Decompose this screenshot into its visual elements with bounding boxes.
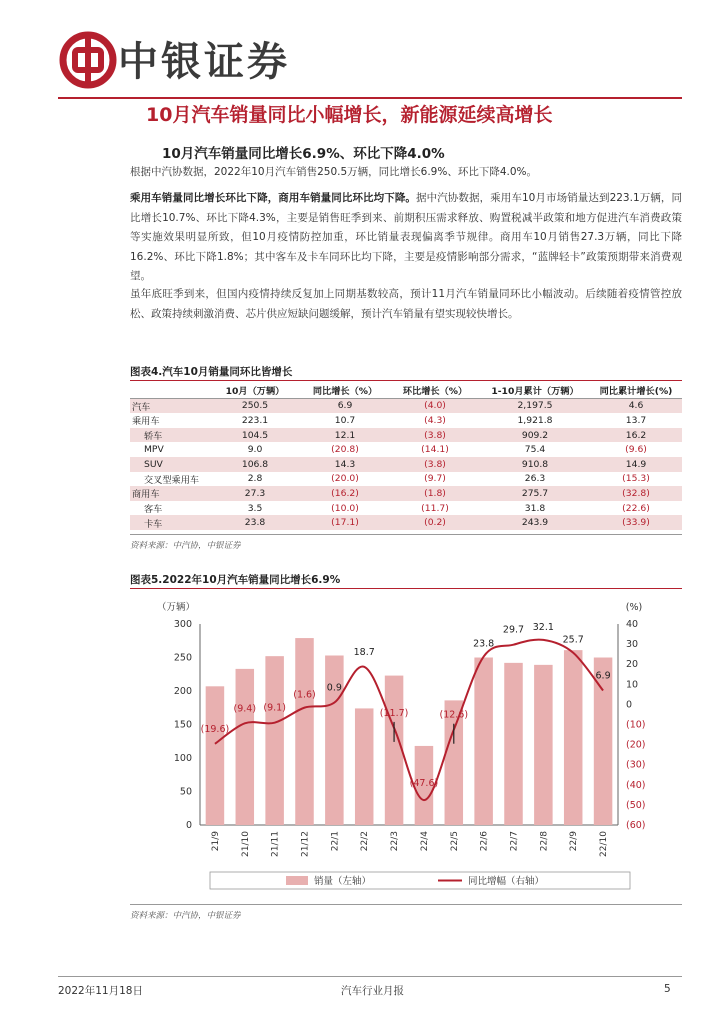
x-tick-label: 22/3 xyxy=(390,831,401,852)
bar xyxy=(385,676,404,825)
table-row xyxy=(130,457,682,472)
yoy-data-label: (11.7) xyxy=(379,707,409,719)
table-cell: 23.8 xyxy=(210,515,300,530)
sales-chart xyxy=(130,592,682,892)
table-cell: 104.5 xyxy=(210,428,300,443)
yoy-data-label: (12.6) xyxy=(439,709,469,721)
table-row xyxy=(130,398,682,413)
right-tick-label: 20 xyxy=(626,659,639,671)
left-tick-label: 0 xyxy=(185,820,192,831)
table-cell: (33.9) xyxy=(590,515,682,530)
x-tick-label: 22/2 xyxy=(360,831,371,852)
table-row-label: 轿车 xyxy=(130,428,210,443)
table-cell: 27.3 xyxy=(210,486,300,501)
table-cell: (1.8) xyxy=(390,486,480,501)
table-cell: (32.8) xyxy=(590,486,682,501)
table-bottom-rule xyxy=(130,534,682,535)
right-tick-label: 10 xyxy=(626,679,639,691)
table-cell: (10.0) xyxy=(331,502,359,514)
table-cell: 75.4 xyxy=(524,444,546,456)
left-tick-label: 200 xyxy=(173,686,192,697)
x-tick-label: 22/4 xyxy=(419,831,430,852)
table-row-label: MPV xyxy=(144,444,164,456)
table-row xyxy=(130,501,682,516)
table-header-2: 同比增长（%） xyxy=(300,383,390,398)
chart-bottom-rule xyxy=(130,904,682,905)
table-title-rule xyxy=(130,380,682,381)
paragraph-3: 虽年底旺季到来，但国内疫情持续反复加上同期基数较高，预计11月汽车销量同环比小幅波动。后续随着疫情管控放松、政策持续刺激消费、芯片供应短缺问题缓解，预计汽车销量有望实现较快增长。 xyxy=(130,288,682,320)
table-cell: 14.9 xyxy=(590,457,682,472)
yoy-data-label: 25.7 xyxy=(562,634,584,646)
x-tick-label: 22/5 xyxy=(449,831,460,852)
table-cell: 16.2 xyxy=(590,428,682,443)
table-cell: (11.7) xyxy=(421,502,449,514)
table-cell: (20.8) xyxy=(331,444,359,456)
right-tick-label: (30) xyxy=(626,759,646,771)
table-cell: 2,197.5 xyxy=(480,398,590,413)
legend-line-label: 同比增幅（右轴） xyxy=(468,876,545,887)
table-cell: (16.2) xyxy=(300,486,390,501)
paragraph-2 xyxy=(130,189,682,287)
table-cell: 250.5 xyxy=(210,398,300,413)
table-title: 图表4.汽车10月销量同环比皆增长 xyxy=(130,366,293,378)
table-cell: (9.7) xyxy=(424,473,446,485)
table-row-label: 交叉型乘用车 xyxy=(144,474,200,486)
table-header-4: 1-10月累计（万辆） xyxy=(480,383,590,398)
bar xyxy=(474,658,493,826)
table-cell: 26.3 xyxy=(524,473,546,485)
table-cell: (22.6) xyxy=(622,502,650,514)
x-tick-label: 21/12 xyxy=(300,831,311,857)
header-divider xyxy=(58,97,682,99)
table-row-label: 商用车 xyxy=(130,486,210,501)
left-tick-label: 100 xyxy=(173,753,192,764)
table-cell: 106.8 xyxy=(210,457,300,472)
right-tick-label: (20) xyxy=(626,739,646,751)
yoy-data-label: 32.1 xyxy=(532,621,554,633)
sales-table xyxy=(130,383,682,530)
table-cell: 275.7 xyxy=(480,486,590,501)
yoy-data-label: (47.6) xyxy=(409,778,439,790)
table-header-5: 同比累计增长(%) xyxy=(590,383,682,398)
legend-box xyxy=(210,872,630,889)
right-tick-label: (40) xyxy=(626,779,646,791)
right-axis-unit: (%) xyxy=(625,602,643,613)
x-tick-label: 22/7 xyxy=(509,831,520,852)
table-cell: 4.6 xyxy=(590,398,682,413)
legend-bar-swatch xyxy=(286,876,308,885)
table-row-label: 卡车 xyxy=(130,515,210,530)
right-tick-label: 30 xyxy=(626,639,639,651)
right-tick-label: 0 xyxy=(626,699,633,711)
page-title: 10月汽车销量同比小幅增长，新能源延续高增长 xyxy=(146,104,553,126)
footer-doc-name: 汽车行业月报 xyxy=(341,985,404,997)
chart-title-rule xyxy=(130,588,682,589)
table-row xyxy=(130,428,682,443)
table-row-label: 乘用车 xyxy=(132,416,160,428)
boc-logo xyxy=(58,30,118,90)
table-header-3: 环比增长（%） xyxy=(390,383,480,398)
yoy-data-label: 6.9 xyxy=(595,670,611,682)
x-tick-label: 21/11 xyxy=(270,831,281,857)
table-row xyxy=(130,486,682,501)
brand-name: 中银证券 xyxy=(118,38,290,85)
yoy-data-label: (19.6) xyxy=(200,723,230,735)
paragraph-2-body: 据中汽协数据，乘用车10月市场销量达到223.1万辆，同比增长10.7%、环比下降4.3%，主要是销售旺季到来、前期积压需求释放、购置税减半政策和地方促进汽车消费政策等实施效果明显所致，但10月疫情防控加重，环比销量表现偏离季节规律。商用车10月销售27.3万辆，同比下降16.2%、环比下降1.8%；其中客车及卡车同环比均下降，主要是疫情影响部分需求，“蓝牌轻卡”政策预期带来消费观望。 xyxy=(130,192,683,282)
yoy-data-label: (9.1) xyxy=(263,702,286,714)
left-tick-label: 250 xyxy=(173,652,192,664)
bar xyxy=(325,655,344,825)
chart-title: 图表5.2022年10月汽车销量同比增长6.9% xyxy=(130,574,341,586)
table-cell: (3.8) xyxy=(390,457,480,472)
table-cell: 31.8 xyxy=(524,502,546,514)
footer-date: 2022年11月18日 xyxy=(58,985,143,997)
yoy-data-label: 23.8 xyxy=(473,638,495,650)
paragraph-1: 根据中汽协数据，2022年10月汽车销售250.5万辆，同比增长6.9%、环比下降4.0%。 xyxy=(130,166,537,178)
bar xyxy=(504,663,523,825)
table-cell: 243.9 xyxy=(480,515,590,530)
x-tick-label: 22/9 xyxy=(569,831,580,852)
yoy-data-label: (1.6) xyxy=(293,689,316,701)
bar xyxy=(295,638,314,825)
x-tick-label: 22/6 xyxy=(479,831,490,852)
table-header-0 xyxy=(130,383,210,398)
right-tick-label: 40 xyxy=(626,619,639,630)
table-row-label: 汽车 xyxy=(130,398,210,413)
table-cell: 14.3 xyxy=(300,457,390,472)
bar xyxy=(206,686,225,825)
table-cell: (20.0) xyxy=(331,473,359,485)
left-tick-label: 50 xyxy=(179,786,192,798)
table-cell: 12.1 xyxy=(300,428,390,443)
table-cell: 910.8 xyxy=(480,457,590,472)
yoy-data-label: 18.7 xyxy=(353,646,375,658)
table-row xyxy=(130,472,682,487)
table-cell: (9.6) xyxy=(625,444,647,456)
table-cell: 13.7 xyxy=(625,414,647,426)
table-cell: 9.0 xyxy=(247,444,263,456)
table-cell: (3.8) xyxy=(390,428,480,443)
table-row xyxy=(130,515,682,530)
table-row-label: 客车 xyxy=(144,504,163,516)
table-cell: 10.7 xyxy=(334,414,356,426)
table-cell: 3.5 xyxy=(247,502,263,514)
table-row xyxy=(130,413,682,428)
left-tick-label: 300 xyxy=(173,619,192,630)
table-header-1: 10月（万辆） xyxy=(210,383,300,398)
chart-source: 资料来源：中汽协，中银证券 xyxy=(130,911,241,921)
table-cell: 1,921.8 xyxy=(517,414,553,426)
table-row xyxy=(130,442,682,457)
footer-page-number: 5 xyxy=(664,983,671,995)
table-cell: (17.1) xyxy=(300,515,390,530)
table-cell: (0.2) xyxy=(390,515,480,530)
right-tick-label: (60) xyxy=(626,820,646,831)
table-cell: 909.2 xyxy=(480,428,590,443)
table-cell: (4.3) xyxy=(424,414,446,426)
x-tick-label: 22/8 xyxy=(539,831,550,852)
bar xyxy=(233,669,257,825)
yoy-data-label: 29.7 xyxy=(502,624,525,636)
footer-divider xyxy=(58,976,682,977)
x-tick-label: 22/1 xyxy=(330,831,341,852)
bar xyxy=(534,665,553,825)
table-cell: (15.3) xyxy=(622,473,650,485)
table-cell: (14.1) xyxy=(421,444,449,456)
table-cell: 223.1 xyxy=(241,414,269,426)
table-row-label: SUV xyxy=(130,457,210,472)
x-tick-label: 21/10 xyxy=(240,831,251,857)
legend-bar-label: 销量（左轴） xyxy=(314,876,372,887)
x-tick-label: 21/9 xyxy=(210,831,221,852)
yoy-data-label: (9.4) xyxy=(233,703,257,715)
right-tick-label: (50) xyxy=(626,799,646,811)
right-tick-label: (10) xyxy=(626,719,646,731)
table-cell: (4.0) xyxy=(390,398,480,413)
section-subtitle: 10月汽车销量同比增长6.9%、环比下降4.0% xyxy=(162,146,445,162)
yoy-data-label: 0.9 xyxy=(326,682,342,694)
left-tick-label: 150 xyxy=(173,719,192,731)
bar xyxy=(355,708,374,825)
bar xyxy=(564,650,583,825)
table-source: 资料来源：中汽协，中银证券 xyxy=(130,541,241,551)
x-tick-label: 22/10 xyxy=(599,831,610,857)
table-cell: 6.9 xyxy=(300,398,390,413)
left-axis-unit: （万辆） xyxy=(156,602,196,613)
bar xyxy=(265,656,284,825)
table-cell: 2.8 xyxy=(247,473,263,485)
paragraph-2-lead: 乘用车销量同比增长环比下降，商用车销量同比环比均下降。 xyxy=(130,192,417,204)
